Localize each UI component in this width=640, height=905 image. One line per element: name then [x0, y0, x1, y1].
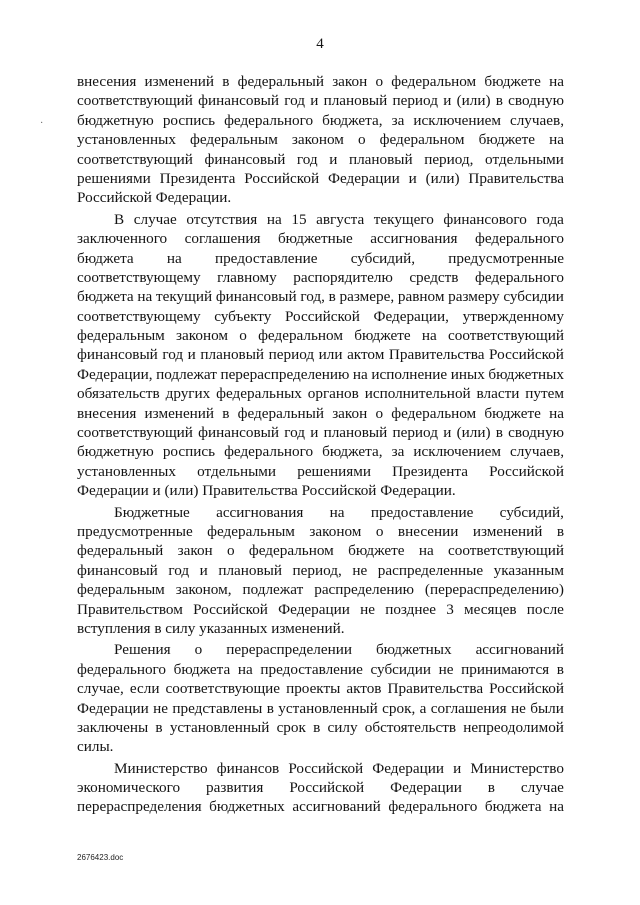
word: и	[329, 150, 338, 168]
word: роспись	[162, 443, 216, 461]
word: финансовый	[198, 424, 279, 442]
word: финансового	[443, 210, 527, 228]
word: развития	[205, 779, 264, 797]
text-line	[77, 481, 564, 500]
word: за	[391, 111, 405, 129]
word: бюджетную	[77, 111, 154, 129]
text-line	[77, 778, 564, 797]
word: соответствующий	[77, 92, 193, 110]
word: субсидии	[503, 288, 564, 306]
word: (или)	[425, 169, 460, 187]
word: год	[296, 150, 318, 168]
word: 3	[446, 600, 454, 618]
text-line	[77, 699, 564, 718]
word: после	[526, 600, 564, 618]
word: и	[443, 92, 452, 110]
word: сводную	[508, 92, 564, 110]
word: в	[266, 699, 274, 717]
word: год	[284, 92, 305, 110]
word: плановый	[323, 424, 388, 442]
word: Российской	[244, 169, 320, 187]
word: если	[129, 680, 160, 698]
word: месяцев	[464, 600, 517, 618]
word: закон	[177, 542, 213, 560]
text-line	[77, 580, 564, 599]
word: соответствующему	[77, 268, 201, 286]
word: бюджете	[478, 131, 536, 149]
word: за	[391, 443, 405, 461]
word: представлены	[172, 699, 263, 717]
word: ассигнования	[216, 503, 304, 521]
text-line	[77, 640, 564, 659]
word: Федерации	[327, 169, 400, 187]
word: роспись	[162, 111, 216, 129]
word: в	[487, 779, 495, 797]
word: Российской	[193, 600, 268, 618]
word: распределенные	[377, 561, 484, 579]
line-text: силы.	[77, 738, 114, 756]
word: установленный	[278, 699, 378, 717]
word: Правительства	[387, 680, 484, 698]
word: отдельными	[197, 462, 277, 480]
word: в	[556, 522, 564, 540]
word: бюджете	[348, 542, 405, 560]
word: не	[153, 699, 168, 717]
word: бюджетные	[277, 230, 353, 248]
word: исполнительной	[364, 385, 471, 403]
word: федеральным	[77, 581, 165, 599]
word: указанным	[493, 561, 564, 579]
word: 15	[291, 210, 307, 228]
word: Решения	[114, 641, 171, 659]
word: на	[549, 131, 564, 149]
word: о	[357, 131, 366, 149]
word: соответствующий	[448, 327, 564, 345]
word: период	[268, 346, 315, 364]
word: соответствующий	[77, 150, 193, 168]
word: соответствующие	[165, 680, 281, 698]
word: закон	[332, 73, 368, 90]
word: органов	[307, 385, 359, 403]
word: или	[318, 346, 343, 364]
word: финансовый	[204, 150, 286, 168]
word: Президента	[392, 462, 468, 480]
word: период	[392, 92, 438, 110]
word: год	[168, 561, 190, 579]
word: в	[556, 660, 564, 678]
word: и	[187, 346, 196, 364]
word: решениями	[297, 462, 371, 480]
word: о	[227, 542, 235, 560]
word: бюджете	[354, 327, 411, 345]
word: текущий	[155, 288, 213, 306]
word: законом	[291, 131, 344, 149]
text-line	[77, 111, 564, 130]
word: закон	[332, 404, 368, 422]
text-line	[77, 759, 564, 778]
word: плановый	[218, 561, 282, 579]
word: бюджетную	[77, 443, 154, 461]
word: период,	[292, 561, 342, 579]
word: предоставление	[260, 660, 363, 678]
word: позднее	[385, 600, 436, 618]
word: федерального	[388, 798, 478, 816]
line-text: Федерации и (или) Правительства Российской Федерации.	[77, 482, 456, 500]
word: случаев,	[509, 111, 564, 129]
word: Российской	[489, 462, 564, 480]
word: случаев,	[509, 443, 564, 461]
word: Российской	[288, 759, 364, 777]
text-line	[77, 268, 564, 287]
word: бюджета	[77, 249, 134, 267]
word: бюджетных	[375, 641, 452, 659]
text-line	[77, 600, 564, 619]
text-line	[77, 130, 564, 149]
word: о	[375, 404, 384, 422]
word: о	[239, 327, 247, 345]
word: бюджета	[484, 798, 542, 816]
word: финансовый	[77, 561, 158, 579]
word: бюджета,	[322, 443, 383, 461]
word: Федерации,	[77, 365, 153, 383]
word: Правительством	[77, 600, 183, 618]
word: внесения	[77, 73, 137, 90]
word: не	[510, 699, 526, 717]
word: и	[310, 92, 319, 110]
word: установленных	[77, 131, 176, 149]
word: соответствующий	[77, 424, 193, 442]
word: федерального	[224, 111, 314, 129]
word: плановый	[200, 346, 265, 364]
word: Президента	[159, 169, 236, 187]
word: проекты	[286, 680, 341, 698]
word: других	[165, 385, 211, 403]
word: и	[408, 169, 417, 187]
text-line	[77, 797, 564, 816]
text-line	[77, 150, 564, 169]
word: ассигнований	[292, 798, 381, 816]
word: на	[329, 503, 345, 521]
word: на	[549, 798, 564, 816]
word: установленных	[77, 462, 176, 480]
word: изменений	[144, 404, 215, 422]
word: Федерации	[77, 699, 149, 717]
word: соглашения	[430, 699, 507, 717]
word: предусмотренные	[77, 522, 193, 540]
footer-file-name: 2676423.doc	[77, 853, 124, 862]
word: субсидий,	[350, 249, 416, 267]
word: финансовый	[215, 288, 297, 306]
word: были	[530, 699, 564, 717]
word: перераспределению	[220, 365, 350, 383]
word: Правительства	[388, 346, 485, 364]
text-line	[77, 249, 564, 268]
word: Российской	[489, 346, 564, 364]
text-line	[77, 404, 564, 423]
word: (или)	[456, 424, 491, 442]
word: на	[166, 249, 182, 267]
word: актом	[347, 346, 385, 364]
text-line	[77, 384, 564, 403]
word: на	[352, 365, 368, 383]
word: равном	[397, 288, 445, 306]
word: предоставление	[370, 503, 474, 521]
word: перераспределении	[226, 641, 352, 659]
word: федеральном	[258, 327, 343, 345]
word: (перераспределению)	[424, 581, 564, 599]
word: актов	[346, 680, 382, 698]
word: заключены	[77, 718, 149, 736]
word: распорядителю	[293, 268, 393, 286]
word: год	[162, 346, 184, 364]
word: федеральным	[77, 327, 165, 345]
word: Российской	[289, 779, 365, 797]
word: установленный	[169, 718, 270, 736]
text-line	[77, 462, 564, 481]
word: предоставление	[214, 249, 318, 267]
word: на	[549, 404, 564, 422]
word: федерального	[77, 660, 166, 678]
word: на	[137, 288, 153, 306]
word: финансовый	[77, 346, 158, 364]
word: непреодолимой	[463, 718, 564, 736]
word: федерального	[224, 443, 314, 461]
word: Российской	[489, 680, 564, 698]
word: изменений	[144, 73, 215, 90]
word: на	[266, 210, 282, 228]
word: бюджетных	[488, 365, 564, 383]
word: текущего	[373, 210, 434, 228]
word: о	[375, 522, 384, 540]
word: финансовый	[198, 92, 279, 110]
word: иных	[450, 365, 485, 383]
word: в	[222, 73, 230, 90]
word: федеральным	[207, 522, 295, 540]
line-text: Российской Федерации.	[77, 189, 232, 207]
word: заключенного	[77, 230, 168, 248]
word: ассигнований	[475, 641, 564, 659]
text-line	[77, 188, 564, 207]
text-line	[77, 737, 564, 756]
text-line	[77, 541, 564, 560]
word: обстоятельств	[364, 718, 457, 736]
word: Бюджетные	[114, 503, 190, 521]
word: Министерство	[470, 759, 564, 777]
text-line	[77, 169, 564, 188]
document-body	[77, 72, 564, 817]
word: исполнение	[371, 365, 448, 383]
text-line	[77, 307, 564, 326]
word: в	[328, 288, 336, 306]
word: финансов	[216, 759, 280, 777]
text-line	[77, 619, 564, 638]
word: (или)	[456, 92, 491, 110]
word: федеральный	[77, 542, 164, 560]
word: перераспределения	[77, 798, 202, 816]
word: не	[360, 600, 375, 618]
word: случае	[133, 210, 177, 228]
page-number: 4	[316, 36, 324, 52]
text-line	[77, 522, 564, 541]
word: подлежат	[156, 365, 217, 383]
word: на	[421, 327, 437, 345]
text-line	[77, 442, 564, 461]
word: подлежат	[242, 581, 304, 599]
word: путем	[525, 385, 564, 403]
word: в	[313, 718, 321, 736]
word: бюджете	[484, 404, 541, 422]
word: Министерство	[114, 759, 208, 777]
word: в	[495, 424, 503, 442]
text-line	[77, 210, 564, 229]
word: отдельными	[485, 150, 564, 168]
word: о	[375, 73, 384, 90]
word: средств	[409, 268, 459, 286]
word: и	[199, 561, 208, 579]
word: бюджетных	[209, 798, 285, 816]
text-line	[77, 91, 564, 110]
line-text: вступления в силу указанных изменений.	[77, 619, 345, 637]
word: субсидии	[370, 660, 432, 678]
word: размеру	[448, 288, 500, 306]
word: принимаются	[461, 660, 550, 678]
word: на	[237, 660, 253, 678]
word: плановый	[323, 92, 388, 110]
word: случае,	[77, 680, 124, 698]
word: срок	[276, 718, 306, 736]
text-line	[77, 503, 564, 522]
word: и	[453, 759, 462, 777]
word: главному	[217, 268, 277, 286]
word: субсидий,	[499, 503, 564, 521]
word: не	[352, 561, 368, 579]
word: изменений	[472, 522, 543, 540]
word: Федерации	[278, 600, 350, 618]
word: Федерации	[372, 759, 444, 777]
word: федеральном	[248, 542, 334, 560]
word: а	[419, 699, 427, 717]
word: соглашения	[184, 230, 261, 248]
word: в	[155, 718, 163, 736]
word: в	[222, 404, 230, 422]
word: федеральном	[379, 131, 465, 149]
word: бюджета	[173, 660, 231, 678]
text-line	[77, 718, 564, 737]
text-line	[77, 229, 564, 248]
word: Российской	[284, 307, 360, 325]
text-line	[77, 365, 564, 384]
word: решениями	[77, 169, 151, 187]
word: силу	[327, 718, 358, 736]
word: бюджете	[484, 73, 541, 90]
text-line	[77, 679, 564, 698]
word: на	[418, 542, 434, 560]
text-line	[77, 287, 564, 306]
word: случае	[520, 779, 564, 797]
word: федерального	[474, 268, 564, 286]
margin-mark: ·	[40, 118, 44, 129]
word: исключением	[413, 111, 501, 129]
word: предусмотренные	[448, 249, 564, 267]
text-line	[77, 561, 564, 580]
word: соответствующий	[448, 542, 564, 560]
word: год	[284, 424, 305, 442]
word: внесения	[77, 404, 137, 422]
word: обязательств	[77, 385, 160, 403]
word: внесении	[397, 522, 459, 540]
word: бюджета	[77, 288, 134, 306]
word: федеральный	[237, 73, 324, 90]
word: федеральный	[237, 404, 324, 422]
word: ассигнования	[370, 230, 458, 248]
word: утвержденному	[462, 307, 564, 325]
word: августа	[316, 210, 365, 228]
word: сводную	[508, 424, 564, 442]
word: Правительства	[468, 169, 564, 187]
word: федерального	[474, 230, 564, 248]
word: федеральном	[391, 73, 477, 90]
word: распределению	[314, 581, 414, 599]
word: соответствующему	[77, 307, 201, 325]
text-line	[77, 326, 564, 345]
word: субъекту	[214, 307, 272, 325]
word: не	[438, 660, 454, 678]
word: и	[310, 424, 319, 442]
word: законом	[309, 522, 362, 540]
word: период	[392, 424, 438, 442]
word: законом,	[175, 581, 232, 599]
word: отсутствия	[186, 210, 258, 228]
word: Федерации	[390, 779, 462, 797]
word: бюджета,	[322, 111, 383, 129]
word: о	[194, 641, 203, 659]
word: и	[443, 424, 452, 442]
word: плановый	[348, 150, 413, 168]
word: Федерации,	[373, 307, 449, 325]
word: федеральных	[216, 385, 302, 403]
word: власти	[476, 385, 520, 403]
word: федеральным	[190, 131, 278, 149]
word: В	[114, 210, 125, 228]
word: в	[495, 92, 503, 110]
word: период,	[424, 150, 474, 168]
word: законом	[176, 327, 228, 345]
word: исключением	[413, 443, 501, 461]
word: федеральном	[391, 404, 477, 422]
text-line	[77, 660, 564, 679]
text-line	[77, 72, 564, 91]
word: срок,	[382, 699, 416, 717]
word: размере,	[339, 288, 395, 306]
text-line	[77, 345, 564, 364]
word: год,	[300, 288, 325, 306]
word: на	[549, 73, 564, 90]
word: экономического	[77, 779, 181, 797]
text-line	[77, 423, 564, 442]
word: года	[536, 210, 564, 228]
